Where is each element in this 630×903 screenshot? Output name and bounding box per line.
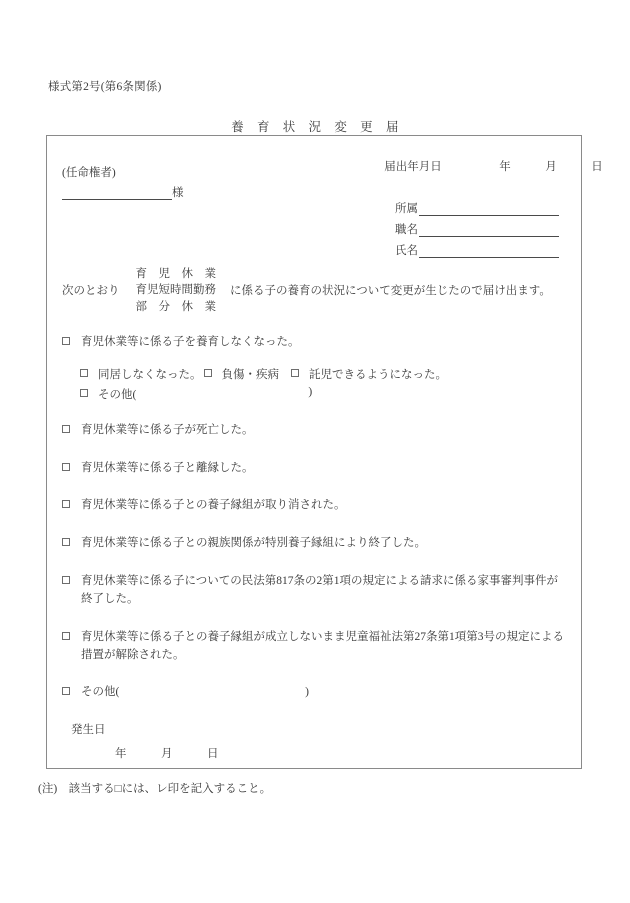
checkbox-item-no-longer-raising[interactable] bbox=[62, 334, 568, 352]
checkbox-item-other-row bbox=[81, 684, 568, 702]
affiliation-label: 所属 bbox=[395, 203, 418, 215]
occurrence-date-block bbox=[71, 721, 219, 761]
checkbox-item-child-died[interactable] bbox=[62, 422, 568, 440]
other-open-paren: その他( bbox=[81, 686, 120, 699]
checkbox-icon[interactable] bbox=[62, 425, 70, 433]
info-row-affiliation bbox=[395, 200, 559, 216]
checkbox-item-label: 育児休業等に係る子との養子縁組が取り消された。 bbox=[81, 499, 346, 512]
checkbox-item-label: 育児休業等に係る子との親族関係が特別養子縁組により終了した。 bbox=[81, 537, 426, 550]
checkbox-icon[interactable] bbox=[204, 369, 212, 377]
checkbox-item-label: 育児休業等に係る子が死亡した。 bbox=[81, 423, 254, 436]
checkbox-item-label: 育児休業等に係る子を養育しなくなった。 bbox=[81, 336, 300, 348]
checkbox-icon[interactable] bbox=[62, 632, 70, 640]
checkbox-item-label: 育児休業等に係る子と離縁した。 bbox=[81, 461, 254, 474]
document-title: 養 育 状 況 変 更 届 bbox=[231, 120, 399, 134]
occurrence-date-label: 発生日 bbox=[71, 724, 106, 736]
form-body-box bbox=[46, 135, 603, 769]
checkbox-icon[interactable] bbox=[80, 389, 88, 397]
appointer-block bbox=[62, 164, 184, 200]
checkbox-item-label: 育児休業等に係る子についての民法第817条の2第1項の規定による請求に係る家事審判事件が終了した。 bbox=[81, 575, 559, 605]
statement-lead: 次のとおり bbox=[62, 285, 120, 298]
checkbox-icon[interactable] bbox=[291, 369, 299, 377]
form-number-label: 様式第2号(第6条関係) bbox=[48, 81, 162, 93]
checkbox-item-special-adoption-ended[interactable] bbox=[62, 535, 568, 553]
submission-date-fields: 年 月 日 bbox=[499, 161, 603, 173]
statement-tail: に係る子の養育の状況について変更が生じたので届け出ます。 bbox=[230, 285, 551, 298]
checkbox-item-label: 育児休業等に係る子との養子縁組が成立しないまま児童福祉法第27条第1項第3号の規定による措置が解除された。 bbox=[81, 630, 564, 661]
leave-type-partial-leave: 部 分 休 業 bbox=[135, 300, 216, 313]
checkbox-icon[interactable] bbox=[80, 369, 88, 377]
other-close-paren: ) bbox=[305, 686, 309, 699]
sub-reason-segment-injury[interactable] bbox=[202, 366, 280, 382]
checkbox-icon[interactable] bbox=[62, 538, 70, 546]
leave-type-stack bbox=[136, 266, 217, 315]
checkbox-item-other[interactable] bbox=[62, 684, 568, 702]
sub-reason-group bbox=[80, 366, 568, 402]
leave-type-childcare-leave: 育 児 休 業 bbox=[135, 268, 216, 280]
checkbox-icon[interactable] bbox=[62, 576, 70, 584]
appointer-name-row bbox=[62, 184, 184, 200]
checkbox-icon[interactable] bbox=[62, 463, 70, 471]
sub-reason-other-open: その他( bbox=[98, 388, 137, 401]
affiliation-input[interactable] bbox=[419, 203, 559, 216]
checkbox-item-welfare-measure-lifted[interactable] bbox=[62, 629, 568, 665]
checkbox-item-family-court-case-ended[interactable] bbox=[62, 573, 568, 609]
sub-reason-segment-daycare[interactable] bbox=[289, 366, 447, 382]
checkbox-icon[interactable] bbox=[62, 687, 70, 695]
info-row-position bbox=[395, 221, 559, 237]
footer-note: (注) 該当する□には、レ印を記入すること。 bbox=[38, 783, 272, 795]
position-label: 職名 bbox=[395, 224, 418, 236]
submission-date-label: 届出年月日 bbox=[384, 161, 442, 173]
appointer-name-input[interactable] bbox=[62, 187, 172, 200]
submission-date-line bbox=[367, 146, 603, 186]
declaration-statement bbox=[62, 266, 551, 315]
checkbox-items-list bbox=[62, 334, 568, 722]
sub-reason-label-not-cohabiting: 同居しなくなった。 bbox=[98, 368, 202, 381]
checkbox-item-dissolved-adoption[interactable] bbox=[62, 460, 568, 478]
name-label: 氏名 bbox=[395, 245, 418, 257]
sub-reason-other-close: ) bbox=[308, 385, 313, 398]
checkbox-item-adoption-cancelled[interactable] bbox=[62, 497, 568, 515]
name-input[interactable] bbox=[419, 245, 559, 258]
sub-reason-row-other[interactable] bbox=[80, 386, 568, 402]
applicant-info-fields bbox=[395, 200, 559, 263]
occurrence-date-fields: 年 月 日 bbox=[115, 748, 219, 760]
sub-reason-label-injury-illness: 負傷・疾病 bbox=[221, 368, 279, 381]
checkbox-icon[interactable] bbox=[62, 337, 70, 345]
appointer-title: (任命権者) bbox=[62, 167, 116, 179]
info-row-name bbox=[395, 242, 559, 258]
checkbox-icon[interactable] bbox=[62, 500, 70, 508]
sub-reason-row-primary bbox=[80, 366, 568, 382]
sub-reason-label-daycare-available: 託児できるようになった。 bbox=[309, 368, 447, 381]
position-input[interactable] bbox=[419, 224, 559, 237]
leave-type-short-time-work: 育児短時間勤務 bbox=[135, 284, 216, 297]
appointer-honorific: 様 bbox=[172, 187, 184, 199]
